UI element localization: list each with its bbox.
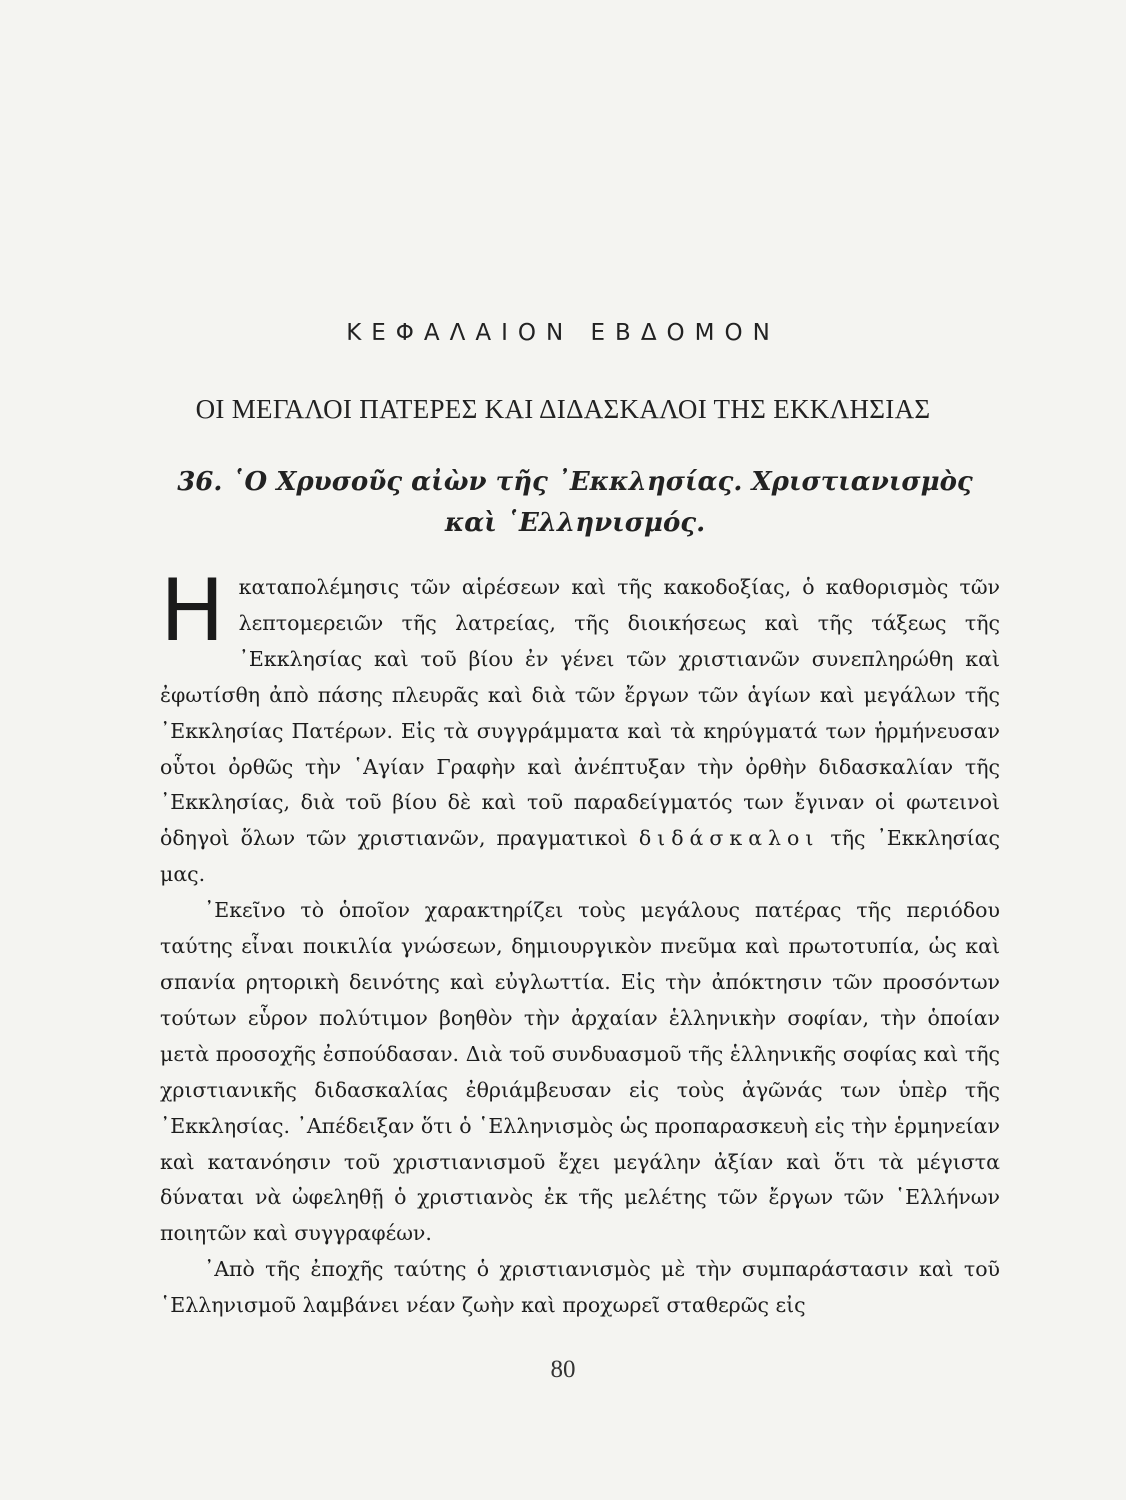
page-number: 80: [550, 1356, 576, 1383]
paragraph-1-text: καταπολέμησις τῶν αἱρέσεων καὶ τῆς κακοδοξίας, ὁ καθορισμὸς τῶν λεπτομερειῶν τῆς λατρείας, τῆς διοικήσεως καὶ τῆς τάξεως τῆς ᾿Εκκλησίας καὶ τοῦ βίου ἐν γένει τῶν χριστιανῶν συνεπληρώθη καὶ ἐφωτίσθη ἀπὸ πάσης πλευρᾶς καὶ διὰ τῶν ἔργων τῶν ἁγίων καὶ μεγάλων τῆς ᾿Εκκλησίας Πατέρων. Εἰς τὰ συγγράμματα καὶ τὰ κηρύγματά των ἡρμήνευσαν οὗτοι ὀρθῶς τὴν ῾Αγίαν Γραφὴν καὶ ἀνέπτυξαν τὴν ὀρθὴν διδασκαλίαν τῆς ᾿Εκκλησίας, διὰ τοῦ βίου δὲ καὶ τοῦ παραδείγματός των ἔγιναν οἱ φωτεινοὶ ὁδηγοὶ ὅλων τῶν χριστιανῶν, πραγματικοὶ: [160, 575, 1000, 851]
section-title: ῾Ο Χρυσοῦς αἰὼν τῆς ᾿Εκκλησίας. Χριστιανισμὸς καὶ ῾Ελληνισμός.: [231, 467, 973, 538]
paragraph-3: ᾿Απὸ τῆς ἐποχῆς ταύτης ὁ χριστιανισμὸς μὲ τὴν συμπαράστασιν καὶ τοῦ ῾Ελληνισμοῦ λαμβάνει νέαν ζωὴν καὶ προχωρεῖ σταθερῶς εἰς: [160, 1257, 1000, 1318]
spaced-emphasis-word: διδάσκαλοι: [638, 826, 820, 851]
drop-cap: Η: [160, 561, 225, 661]
paragraph-1: [160, 561, 1000, 893]
section-heading: [160, 462, 990, 544]
body-text: [160, 561, 1000, 1324]
section-number: 36.: [177, 467, 223, 497]
paragraph-1-ending: τῆς ᾿Εκκλησίας μας.: [160, 826, 1000, 887]
paragraph-2: ᾿Εκεῖνο τὸ ὁποῖον χαρακτηρίζει τοὺς μεγάλους πατέρας τῆς περιόδου ταύτης εἶναι ποικιλία γνώσεων, δημιουργικὸν πνεῦμα καὶ πρωτοτυπία, ὡς καὶ σπανία ρητορικὴ δεινότης καὶ εὐγλωττία. Εἰς τὴν ἀπόκτησιν τῶν προσόντων τούτων εὗρον πολύτιμον βοηθὸν τὴν ἀρχαίαν ἑλληνικὴν σοφίαν, τὴν ὁποίαν μετὰ προσοχῆς ἐσπούδασαν. Διὰ τοῦ συνδυασμοῦ τῆς ἑλληνικῆς σοφίας καὶ τῆς χριστιανικῆς διδασκαλίας ἐθριάμβευσαν εἰς τοὺς ἀγῶνάς των ὑπὲρ τῆς ᾿Εκκλησίας. ᾿Απέδειξαν ὅτι ὁ ῾Ελληνισμὸς ὡς προπαρασκευὴ εἰς τὴν ἑρμηνείαν καὶ κατανόησιν τοῦ χριστιανισμοῦ ἔχει μεγάλην ἀξίαν καὶ ὅτι τὰ μέγιστα δύναται νὰ ὠφεληθῇ ὁ χριστιανὸς ἐκ τῆς μελέτης τῶν ἔργων τῶν ῾Ελλήνων ποιητῶν καὶ συγγραφέων.: [160, 898, 1000, 1246]
chapter-title: ΟΙ ΜΕΓΑΛΟΙ ΠΑΤΕΡΕΣ ΚΑΙ ΔΙΔΑΣΚΑΛΟΙ ΤΗΣ ΕΚΚΛΗΣΙΑΣ: [195, 394, 931, 424]
chapter-label: ΚΕΦΑΛΑΙΟΝ ΕΒΔΟΜΟΝ: [346, 320, 780, 346]
